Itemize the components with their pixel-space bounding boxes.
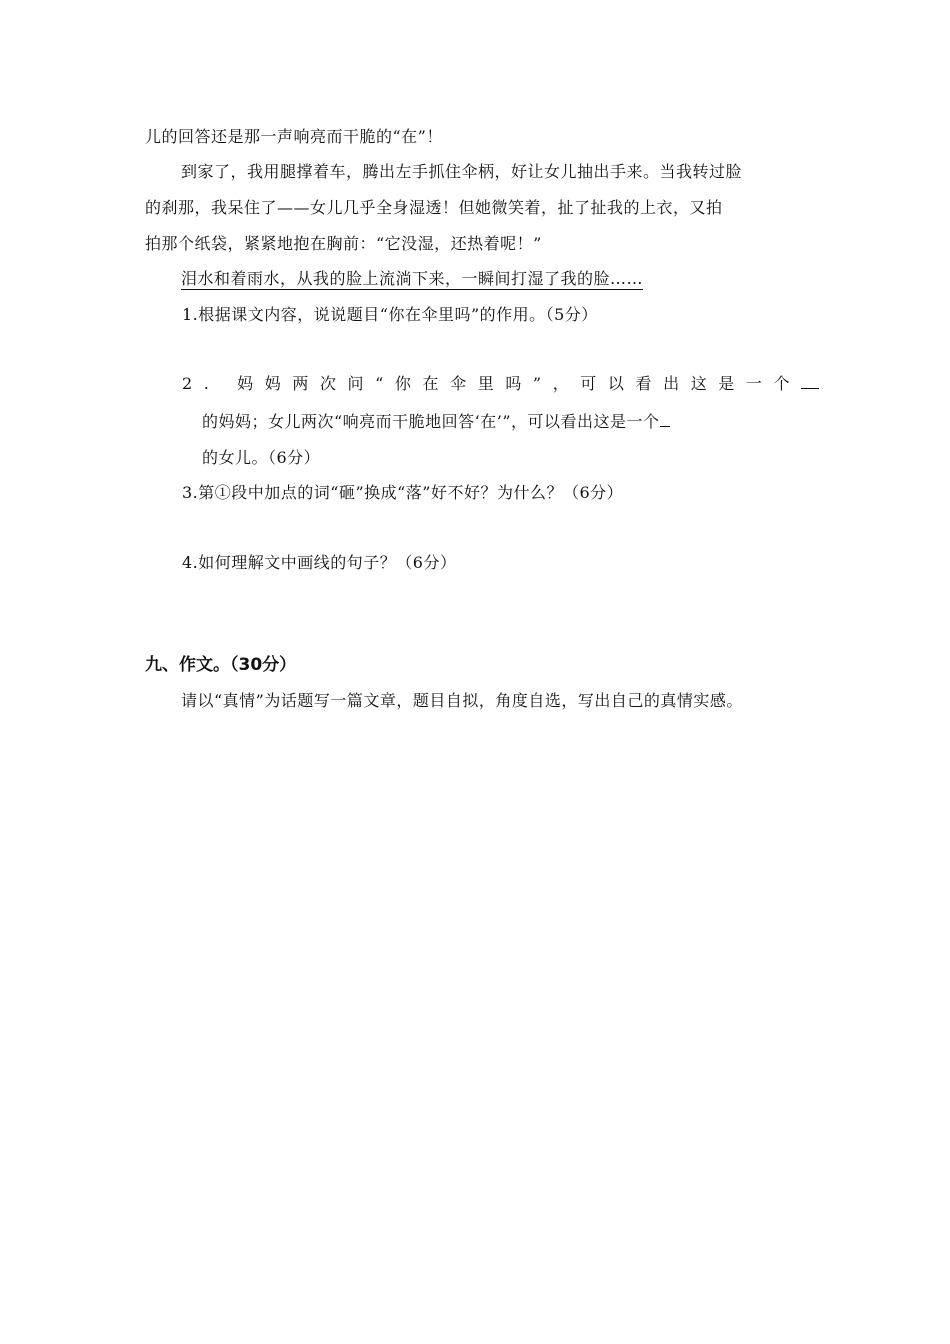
question-2-text-2: 的妈妈；女儿两次“响亮而干脆地回答‘在’”，可以看出这是一个 [202, 412, 660, 431]
answer-blank-2[interactable] [660, 412, 670, 427]
passage-line-1: 儿的回答还是那一声响亮而干脆的“在”！ [145, 127, 443, 146]
question-2-line-1 [182, 372, 819, 396]
underlined-sentence: 泪水和着雨水，从我的脸上流淌下来，一瞬间打湿了我的脸…… [181, 269, 644, 288]
question-1: 1.根据课文内容，说说题目“你在伞里吗”的作用。（5分） [182, 305, 598, 324]
passage-line-4: 拍那个纸袋，紧紧地抱在胸前：“它没湿，还热着呢！” [145, 234, 542, 253]
question-4: 4.如何理解文中画线的句子？（6分） [182, 553, 457, 572]
question-3: 3.第①段中加点的词“砸”换成“落”好不好？为什么？（6分） [182, 483, 624, 502]
passage-line-2: 到家了，我用腿撑着车，腾出左手抓住伞柄，好让女儿抽出手来。当我转过脸 [181, 162, 743, 181]
question-2-line-3: 的女儿。（6分） [202, 448, 321, 467]
question-2-text: 2. 妈妈两次问“你在伞里吗”，可以看出这是一个 [182, 374, 802, 393]
passage-line-3: 的刹那，我呆住了——女儿几乎全身湿透！但她微笑着，扯了扯我的上衣，又拍 [145, 198, 723, 217]
question-2-line-2 [202, 410, 670, 434]
answer-blank-1[interactable] [801, 374, 819, 389]
composition-prompt: 请以“真情”为话题写一篇文章，题目自拟，角度自选，写出自己的真情实感。 [181, 691, 743, 710]
composition-title: 九、作文。（30分） [145, 655, 297, 675]
